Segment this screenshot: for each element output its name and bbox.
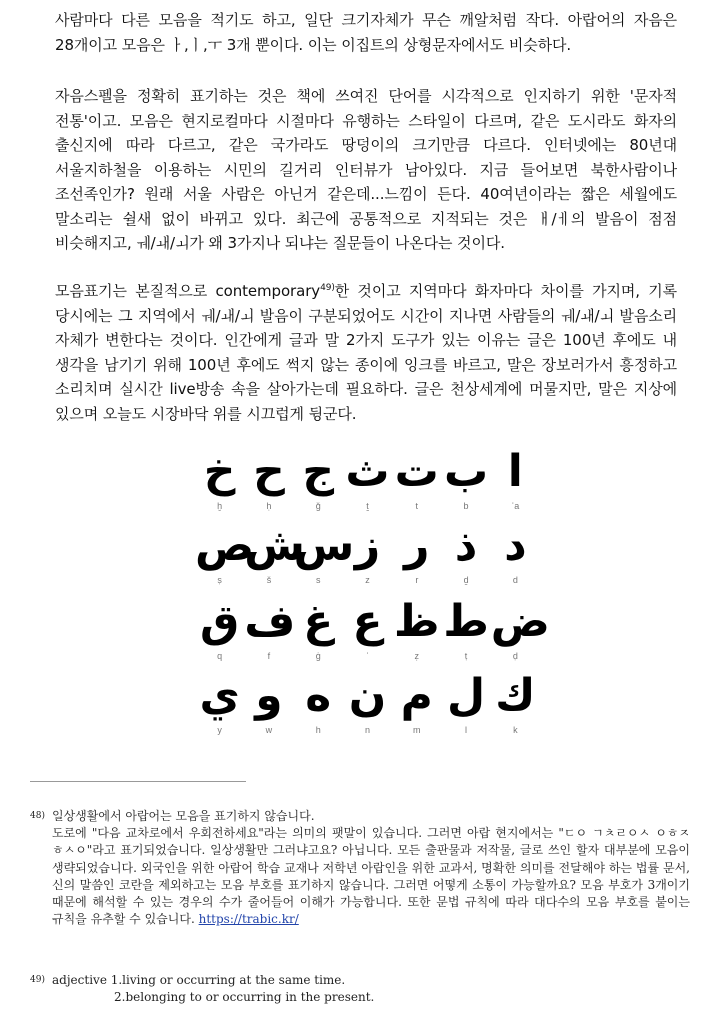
arabic-letter: ت (394, 446, 439, 497)
definition-line-1: adjective 1.living or occurring at the same time. (52, 973, 346, 987)
letter-cell (244, 446, 293, 512)
letter-cell (244, 670, 293, 736)
transliteration: ṭ (464, 651, 468, 661)
transliteration: r (415, 575, 419, 585)
arabic-letter: ق (199, 596, 240, 647)
letter-cell (392, 520, 441, 586)
letter-cell (392, 596, 441, 662)
transliteration: š (266, 575, 272, 585)
definition-line-2: 2.belonging to or occurring in the present. (114, 990, 375, 1005)
transliteration: m (413, 725, 421, 735)
transliteration: ḏ (463, 575, 469, 585)
transliteration: q (217, 651, 223, 661)
alphabet-row (195, 520, 540, 586)
arabic-letter: م (400, 670, 433, 721)
arabic-letter: ك (495, 670, 536, 721)
footnote-ref-49[interactable]: 49) (320, 283, 335, 293)
footnote-divider (30, 781, 246, 782)
arabic-letter: ن (348, 670, 387, 721)
letter-cell (392, 670, 441, 736)
letter-cell (343, 596, 392, 662)
letter-cell (343, 670, 392, 736)
letter-cell (343, 520, 392, 586)
letter-cell (195, 670, 244, 736)
arabic-letter: ا (507, 446, 523, 497)
letter-cell (244, 520, 306, 586)
arabic-letter: ز (354, 520, 381, 571)
arabic-letter: ث (345, 446, 390, 497)
letter-cell (441, 520, 490, 586)
source-link[interactable]: https://trabic.kr/ (198, 912, 299, 927)
footnote-heading: 일상생활에서 아랍어는 모음을 표기하지 않습니다. (52, 809, 315, 823)
transliteration: b (463, 501, 469, 511)
arabic-letter: ذ (454, 520, 478, 571)
arabic-letter: ش (244, 520, 306, 571)
alphabet-row (195, 670, 540, 736)
letter-cell (490, 596, 550, 662)
transliteration: ʾa (511, 501, 520, 511)
footnote-number: 48) (30, 811, 45, 821)
body-paragraph-3 (55, 279, 677, 426)
transliteration: t (415, 501, 419, 511)
arabic-letter: ح (253, 446, 285, 497)
arabic-letter: ف (244, 596, 296, 647)
arabic-letter: ع (352, 596, 383, 647)
transliteration: n (364, 725, 370, 735)
arabic-letter: ل (446, 670, 486, 721)
transliteration: h (315, 725, 321, 735)
transliteration: s (315, 575, 321, 585)
transliteration: ġ (315, 651, 321, 661)
arabic-letter: خ (203, 446, 236, 497)
transliteration: ṯ (366, 501, 369, 511)
footnote-text: 도로에 "다음 교차로에서 우회전하세요"라는 의미의 팻말이 있습니다. 그러면 아랍 현지에서는 "ㄷㅇ ㄱㅊㄹㅇㅅ ㅇㅎㅈ ㅎㅅㅇ"라고 표기되었습니다. 일상생활만 그러냐고요? 아닙니다. 모든 출판물과 저작물, 글로 쓰인 할자 대부분에 모음이 생략되었습니다. 외국인을 위한 아랍어 학습 교재나 저학년 아랍인을 위한 교과서, 명확한 의미를 전달해야 하는 법률 문서, 신의 말씀인 코란을 제외하고는 모음 부호를 표기하지 않습니다. 그러면 어떻게 소통이 가능할까요? 모음 부호가 3개이기 때문에 해석할 수 있는 경우의 수가 줄어들어 이해가 가능합니다. 또한 문법 규칙에 따라 대다수의 모음 부호를 붙이는 규칙을 유추할 수 있습니다. (52, 826, 690, 927)
body-paragraph-2: 자음스펠을 정확히 표기하는 것은 책에 쓰여진 단어를 시각적으로 인지하기 위한 '문자적 전통'이고. 모음은 현지로컬마다 시절마다 유행하는 스타일이 다르며, 같은 도시라도 화자의 출신지에 따라 다르고, 같은 국가라도 땅덩이의 크기만큼 다르다. 인터넷에는 80년대 서울지하철을 이용하는 시민의 길거리 인터뷰가 남아있다. 지금 들어보면 북한사람이나 조선족인가? 원래 서울 사람은 아닌거 같은데...느낌이 든다. 40여년이라는 짧은 세월에도 말소리는 쉴새 없이 바뀌고 있다. 최근에 공통적으로 지적되는 것은 ㅐ/ㅔ의 발음이 점점 비슷해지고, ㅞ/ㅙ/ㅚ가 왜 3가지나 되냐는 질문들이 나온다는 것이다. (55, 87, 677, 252)
transliteration: y (217, 725, 222, 735)
transliteration: ṣ (217, 575, 222, 585)
body-paragraph-1: 사람마다 다른 모음을 적기도 하고, 일단 크기자체가 무슨 깨알처럼 작다. 아랍어의 자음은 28개이고 모음은 ㅏ,ㅣ,ㅜ 3개 뿐이다. 이는 이집트의 상형문자에서도 비슷하다. (55, 11, 677, 54)
transliteration: ʿ (366, 651, 369, 661)
transliteration: k (513, 725, 518, 735)
arabic-letter: ض (490, 596, 550, 647)
transliteration: ḥ (266, 501, 272, 511)
arabic-letter: ص (195, 520, 255, 571)
letter-cell (195, 446, 244, 512)
letter-cell (294, 446, 343, 512)
arabic-letter: ه (305, 670, 332, 721)
transliteration: l (465, 725, 468, 735)
arabic-letter: ر (404, 520, 430, 571)
letter-cell (491, 520, 540, 586)
arabic-letter: ب (443, 446, 489, 497)
letter-cell (294, 670, 343, 736)
letter-cell (441, 446, 490, 512)
transliteration: d (512, 575, 518, 585)
letter-cell (293, 520, 355, 586)
letter-cell (294, 596, 343, 662)
transliteration: ẓ (414, 651, 420, 661)
alphabet-row (195, 446, 540, 512)
transliteration: ǧ (315, 501, 321, 511)
letter-cell (195, 520, 255, 586)
arabic-letter: د (504, 520, 527, 571)
transliteration: z (365, 575, 370, 585)
arabic-letter: ظ (393, 596, 440, 647)
letter-cell (195, 596, 244, 662)
transliteration: ḫ (217, 501, 223, 511)
letter-cell (343, 446, 392, 512)
transliteration: f (267, 651, 271, 661)
arabic-letter: ج (302, 446, 335, 497)
letter-cell (244, 596, 296, 662)
letter-cell (441, 670, 490, 736)
transliteration: ḍ (512, 651, 518, 661)
paragraph-3-text-after: 한 것이고 지역마다 화자마다 차이를 가지며, 기록 당시에는 그 지역에서 ㅞ/ㅙ/ㅚ 발음이 구분되었어도 시간이 지나면 사람들의 ㅞ/ㅙ/ㅚ 발음소리 자체가 변한다는 것이다. 인간에게 글과 말 2가지 도구가 있는 이유는 글은 100년 후에도 내 생각을 남기기 위해 100년 후에도 썩지 않는 종이에 잉크를 바르고, 말은 장보러가서 흥정하고 소리치며 실시간 live방송 속을 살아가는데 필요하다. 글은 천상세계에 머물지만, 말은 지상에 있으며 오늘도 시장바닥 위를 시끄럽게 뒹군다. (55, 282, 677, 423)
footnote-body (52, 972, 690, 1006)
letter-cell (491, 670, 540, 736)
letter-cell (441, 596, 490, 662)
footnote-number: 49) (30, 975, 45, 985)
arabic-letter: ط (443, 596, 489, 647)
arabic-letter: و (255, 670, 283, 721)
transliteration: w (265, 725, 273, 735)
alphabet-row (195, 596, 550, 662)
letter-cell (491, 446, 540, 512)
arabic-letter: ي (199, 670, 240, 721)
arabic-letter: غ (303, 596, 334, 647)
letter-cell (392, 446, 441, 512)
arabic-alphabet-figure (195, 446, 550, 736)
arabic-letter: س (293, 520, 355, 571)
paragraph-3-text-before: 모음표기는 본질적으로 contemporary (55, 282, 321, 300)
footnote-body (52, 808, 690, 928)
